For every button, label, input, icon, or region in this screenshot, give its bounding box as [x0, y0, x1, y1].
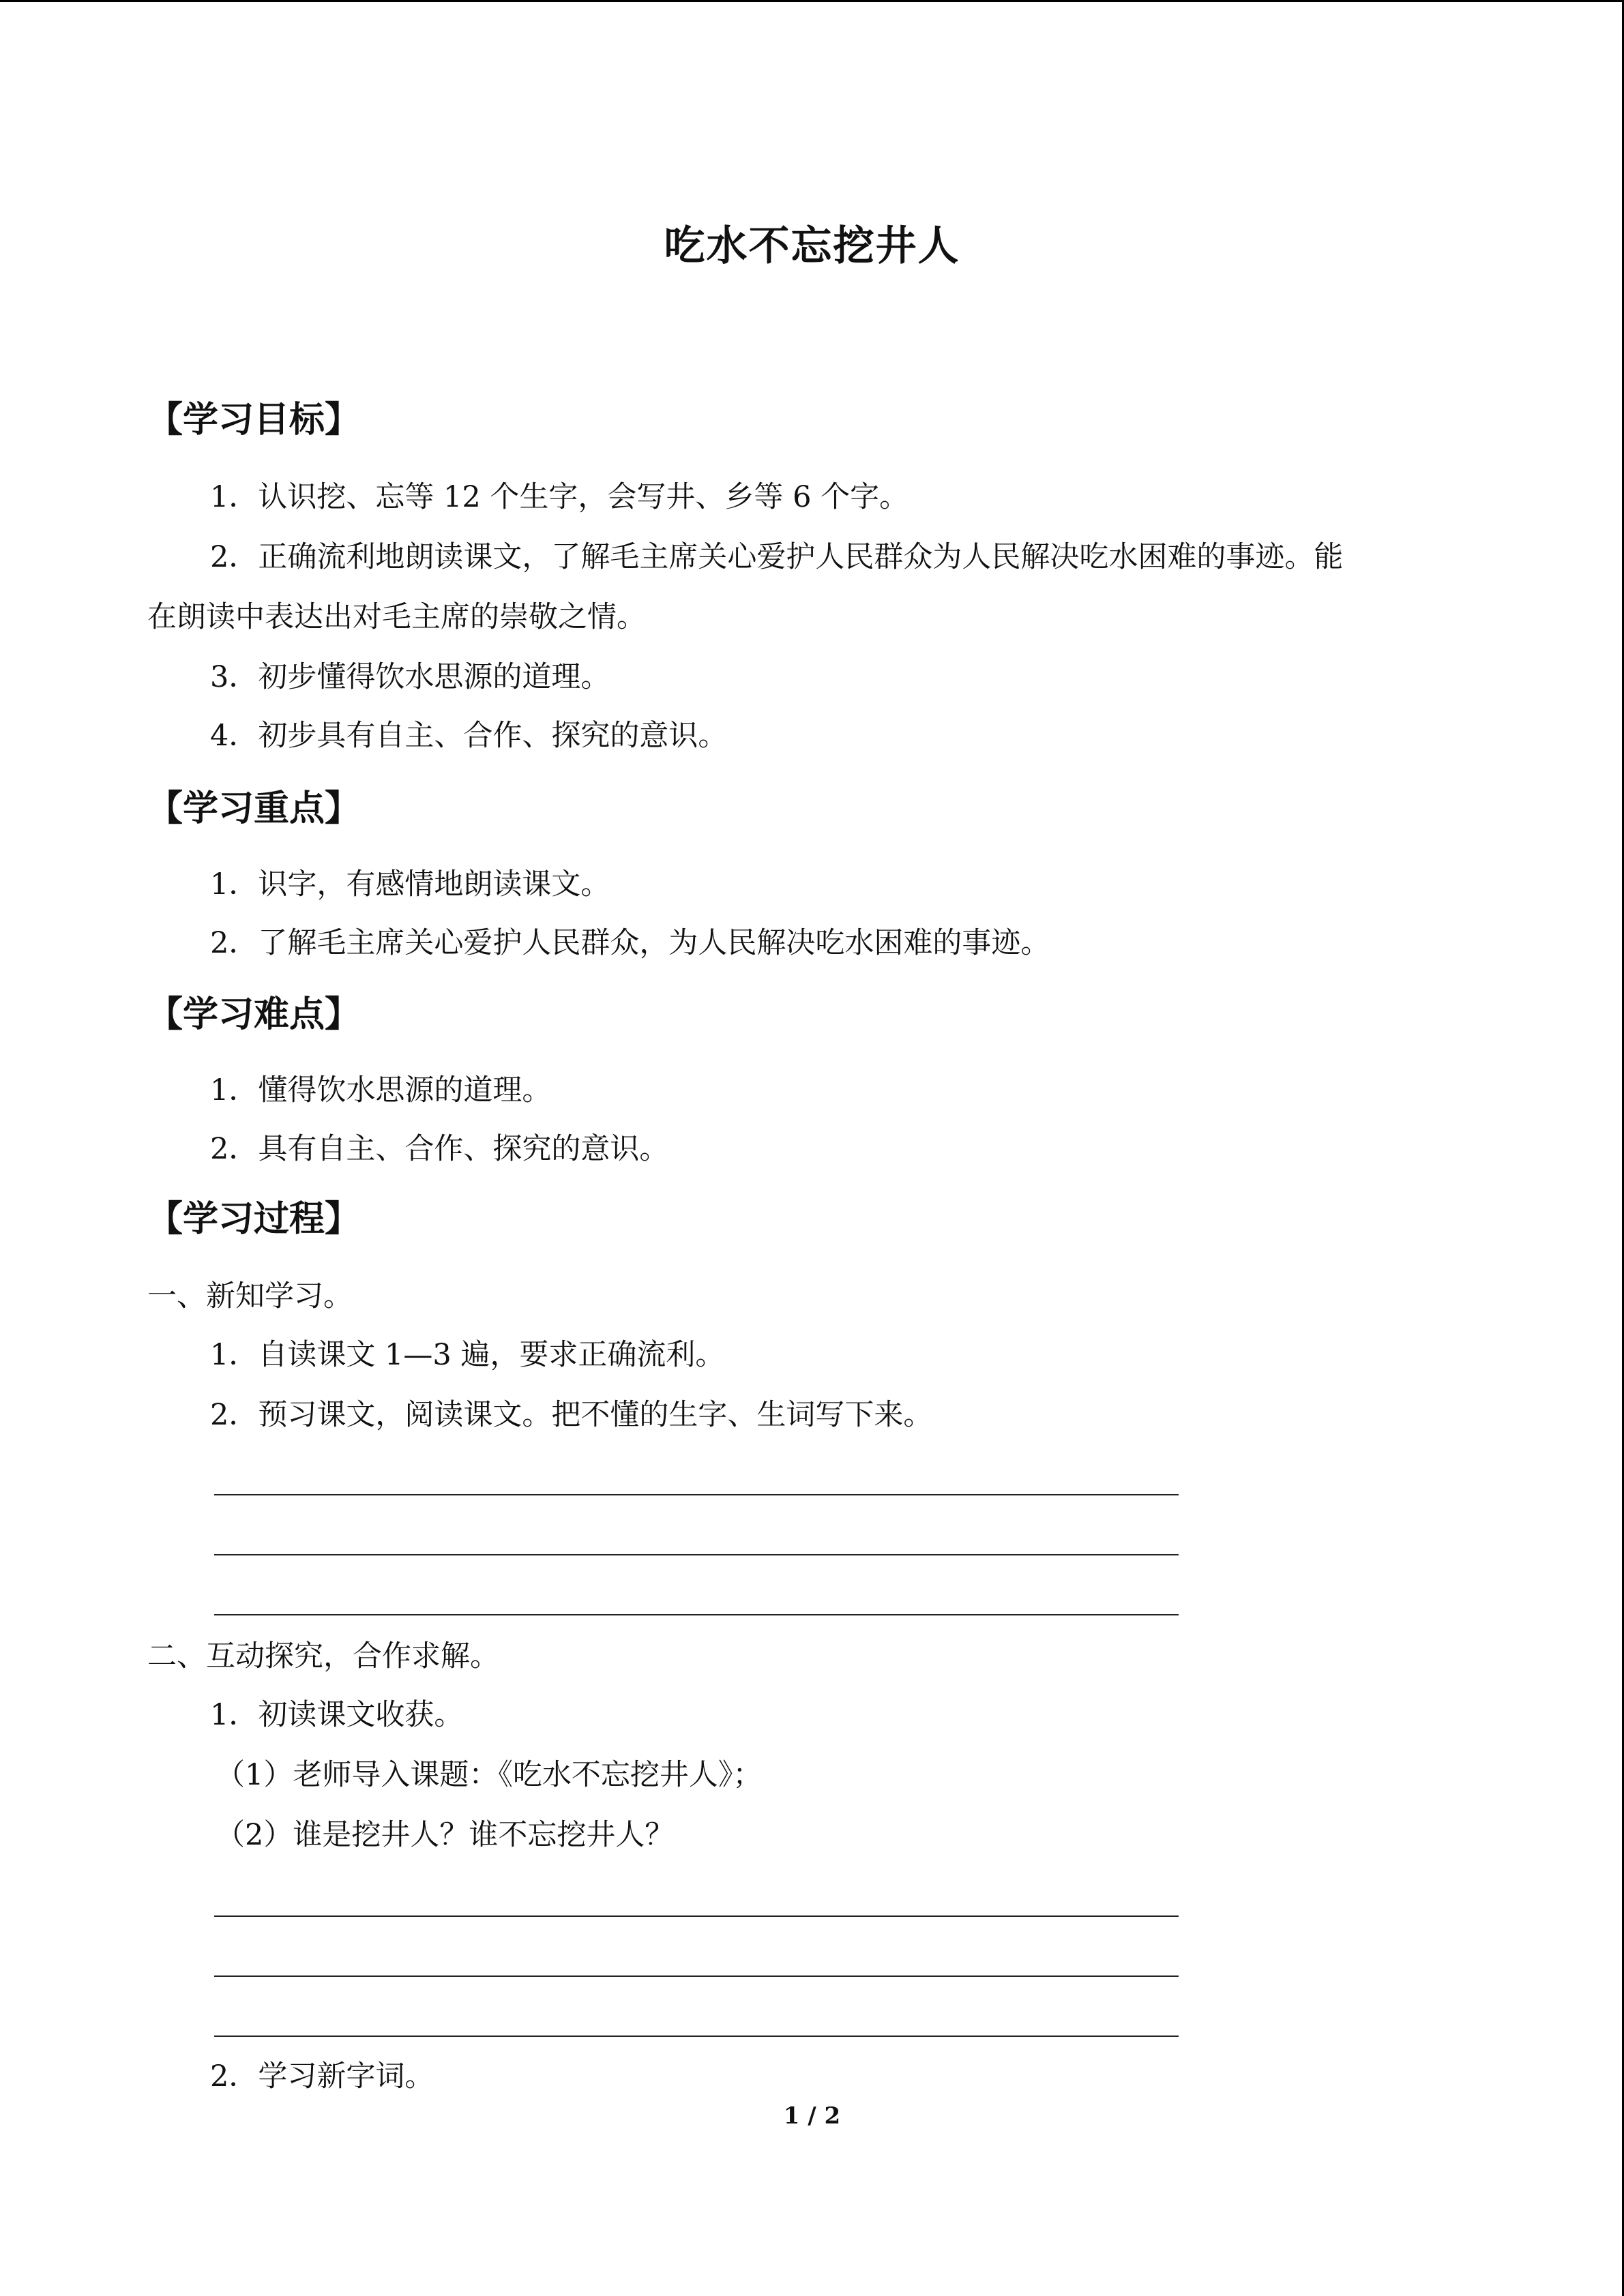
answer-line [214, 1915, 1179, 1917]
answer-line [214, 1976, 1179, 1977]
process-subitem: （2）谁是挖井人？谁不忘挖井人？ [216, 1818, 675, 1852]
process-subitem: （1）老师导入课题：《吃水不忘挖井人》； [216, 1758, 763, 1792]
objective-item: 4．初步具有自主、合作、探究的意识。 [210, 719, 728, 753]
section-heading-objectives: 【学习目标】 [147, 400, 361, 441]
process-item: 1．自读课文 1—3 遍，要求正确流利。 [210, 1338, 725, 1372]
objective-item: 1．认识挖、忘等 12 个生字，会写井、乡等 6 个字。 [210, 480, 909, 514]
objective-item: 2．正确流利地朗读课文，了解毛主席关心爱护人民群众为人民解决吃水困难的事迹。能 [210, 540, 1344, 574]
page-number: 1 / 2 [783, 2102, 841, 2130]
document-title: 吃水不忘挖井人 [664, 222, 960, 270]
section-heading-key-points: 【学习重点】 [147, 788, 361, 829]
key-point-item: 2．了解毛主席关心爱护人民群众，为人民解决吃水困难的事迹。 [210, 926, 1050, 960]
process-item: 1．初读课文收获。 [210, 1698, 464, 1732]
process-section-title: 一、新知学习。 [147, 1279, 353, 1313]
section-heading-difficulties: 【学习难点】 [147, 994, 361, 1035]
key-point-item: 1．识字，有感情地朗读课文。 [210, 867, 610, 901]
section-heading-process: 【学习过程】 [147, 1199, 361, 1240]
answer-line [214, 1554, 1179, 1555]
difficulty-item: 2．具有自主、合作、探究的意识。 [210, 1132, 669, 1166]
process-section-title: 二、互动探究，合作求解。 [147, 1639, 499, 1673]
difficulty-item: 1．懂得饮水思源的道理。 [210, 1073, 552, 1107]
answer-line [214, 2036, 1179, 2037]
objective-item-continued: 在朗读中表达出对毛主席的崇敬之情。 [147, 600, 646, 634]
answer-line [214, 1614, 1179, 1615]
process-item: 2．学习新字词。 [210, 2059, 434, 2093]
answer-line [214, 1494, 1179, 1495]
process-item: 2．预习课文，阅读课文。把不懂的生字、生词写下来。 [210, 1398, 933, 1432]
objective-item: 3．初步懂得饮水思源的道理。 [210, 660, 610, 694]
